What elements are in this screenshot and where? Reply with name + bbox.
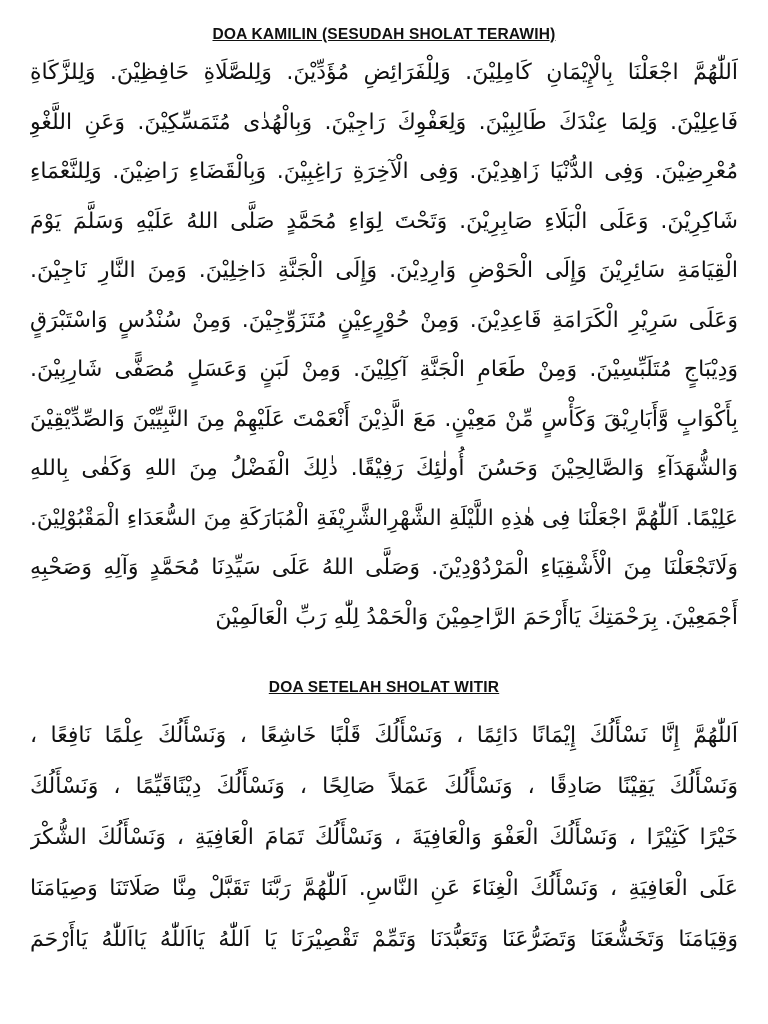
doa-kamilin-line [30,296,738,346]
doa-witir-line-text: وَقِيَامَنَا وَتَخَشُّعَنَا وَتَضَرُّعَنَا وَتَعَبُّدَنَا وَتَمِّمْ تَقْصِيْرَنَا يَا اَللّٰهُ يَااَللّٰهُ يَااَللّٰهُ يَاأَرْحَمَ [30,927,738,952]
doa-witir-line-text: وَنَسْأَلُكَ يَقِيْنًا صَادِقًا ، وَنَسْأَلُكَ عَمَلاً صَالِحًا ، وَنَسْأَلُكَ دِيْنًاقَيِّمًا ، وَنَسْأَلُكَ [30,774,738,799]
doa-kamilin-title: DOA KAMILIN (SESUDAH SHOLAT TERAWIH) [212,26,556,43]
doa-kamilin-line-text: شَاكِرِيْنَ. وَعَلَى الْبَلَاءِ صَابِرِيْنَ. وَتَحْتَ لِوَاءِ مُحَمَّدٍ صَلَّى اللهُ عَلَيْهِ وَسَلَّمَ يَوْمَ [30,208,738,234]
doa-kamilin-line-text: وَعَلَى سَرِيْرِ الْكَرَامَةِ قَاعِدِيْنَ. وَمِنْ حُوْرٍعِيْنٍ مُتَزَوِّجِيْنَ. وَمِنْ سُنْدُسٍ وَاسْتَبْرَقٍ [30,307,738,333]
doa-kamilin-line-text: عَلِيْمًا. اَللّٰهُمَّ اجْعَلْنَا فِى هٰذِهِ اللَّيْلَةِ الشَّهْرِالشَّرِيْفَةِ الْمُبَارَكَةِ مِنَ السُّعَدَاءِ الْمَقْبُوْلِيْنَ. [30,505,738,531]
doa-kamilin-line [30,48,738,98]
doa-witir-text [30,710,738,965]
doa-kamilin-line-text: بِأَكْوَابٍ وَّأَبَارِيْقَ وَكَأْسٍ مِّنْ مَعِيْنٍ. مَعَ الَّذِيْنَ أَنْعَمْتَ عَلَيْهِمْ مِنَ النَّبِيِّيْنَ وَالصِّدِّيْقِيْنَ [30,406,738,432]
doa-witir-line [30,761,738,812]
doa-kamilin-line [30,494,738,544]
doa-witir-line-text: خَيْرًا كَثِيْرًا ، وَنَسْأَلُكَ الْعَفْوَ وَالْعَافِيَةَ ، وَنَسْأَلُكَ تَمَامَ الْعَافِيَةِ ، وَنَسْأَلُكَ الشُّكْرَ [30,825,738,850]
doa-kamilin-line [30,593,738,643]
doa-witir-title: DOA SETELAH SHOLAT WITIR [268,679,500,696]
doa-kamilin-line-text: وَلَاتَجْعَلْنَا مِنَ الْأَشْقِيَاءِ الْمَرْدُوْدِيْنَ. وَصَلَّى اللهُ عَلَى سَيِّدِنَا مُحَمَّدٍ وَآلِهِ وَصَحْبِهِ [30,555,738,581]
doa-witir-line [30,914,738,965]
doa-kamilin-line [30,197,738,247]
doa-kamilin-line [30,345,738,395]
doa-kamilin-line [30,98,738,148]
doa-witir-line-text: اَللّٰهُمَّ إِنَّا نَسْأَلُكَ إِيْمَانًا دَائِمًا ، وَنَسْأَلُكَ قَلْبًا خَاشِعًا ، وَنَسْأَلُكَ عِلْمًا نَافِعًا ، [30,723,738,748]
doa-witir-line [30,812,738,863]
doa-kamilin-line-text: فَاعِلِيْنَ. وَلِمَا عِنْدَكَ طَالِبِيْنَ. وَلِعَفْوِكَ رَاجِيْنَ. وَبِالْهُدٰى مُتَمَسِّكِيْنَ. وَعَنِ اللَّغْوِ [30,109,738,135]
doa-witir-line [30,863,738,914]
doa-kamilin-line-text: اَللّٰهُمَّ اجْعَلْنَا بِالْإِيْمَانِ كَامِلِيْنَ. وَلِلْفَرَائِضِ مُؤَدِّيْنَ. وَلِلصَّلَاةِ حَافِظِيْنَ. وَلِلزَّكَاةِ [30,60,738,86]
doa-kamilin-line-text: وَدِيْبَاجٍ مُتَلَبِّسِيْنَ. وَمِنْ طَعَامِ الْجَنَّةِ آكِلِيْنَ. وَمِنْ لَبَنٍ وَعَسَلٍ مُصَفًّى شَارِبِيْنَ. [30,357,738,383]
doa-witir-line-text: عَلَى الْعَافِيَةِ ، وَنَسْأَلُكَ الْغِنَاءَ عَنِ النَّاسِ. اَللّٰهُمَّ رَبَّنَا تَقَبَّلْ مِنَّا صَلَاتَنَا وَصِيَامَنَا [30,876,738,901]
doa-kamilin-line [30,444,738,494]
doa-witir-line [30,710,738,761]
doa-kamilin-line-text: الْقِيَامَةِ سَائِرِيْنَ وَإِلَى الْحَوْضِ وَارِدِيْنَ. وَإِلَى الْجَنَّةِ دَاخِلِيْنَ. وَمِنَ النَّارِ نَاجِيْنَ. [30,258,738,284]
doa-kamilin-line-text: مُعْرِضِيْنَ. وَفِى الدُّنْيَا زَاهِدِيْنَ. وَفِى الْآخِرَةِ رَاغِبِيْنَ. وَبِالْقَضَاءِ رَاضِيْنَ. وَلِلنَّعْمَاءِ [30,159,738,185]
doa-kamilin-line-text: وَالشُّهَدَآءِ وَالصَّالِحِيْنَ وَحَسُنَ أُولٰئِكَ رَفِيْقًا. ذٰلِكَ الْفَضْلُ مِنَ اللهِ وَكَفٰى بِاللهِ [30,456,738,482]
doa-kamilin-line [30,543,738,593]
doa-kamilin-line [30,147,738,197]
doa-kamilin-line-text: أَجْمَعِيْنَ. بِرَحْمَتِكَ يَاأَرْحَمَ الرَّاحِمِيْنَ وَالْحَمْدُ لِلّٰهِ رَبِّ الْعَالَمِيْنَ [215,604,738,630]
doa-kamilin-line [30,395,738,445]
doa-kamilin-text [30,48,738,642]
doa-kamilin-line [30,246,738,296]
